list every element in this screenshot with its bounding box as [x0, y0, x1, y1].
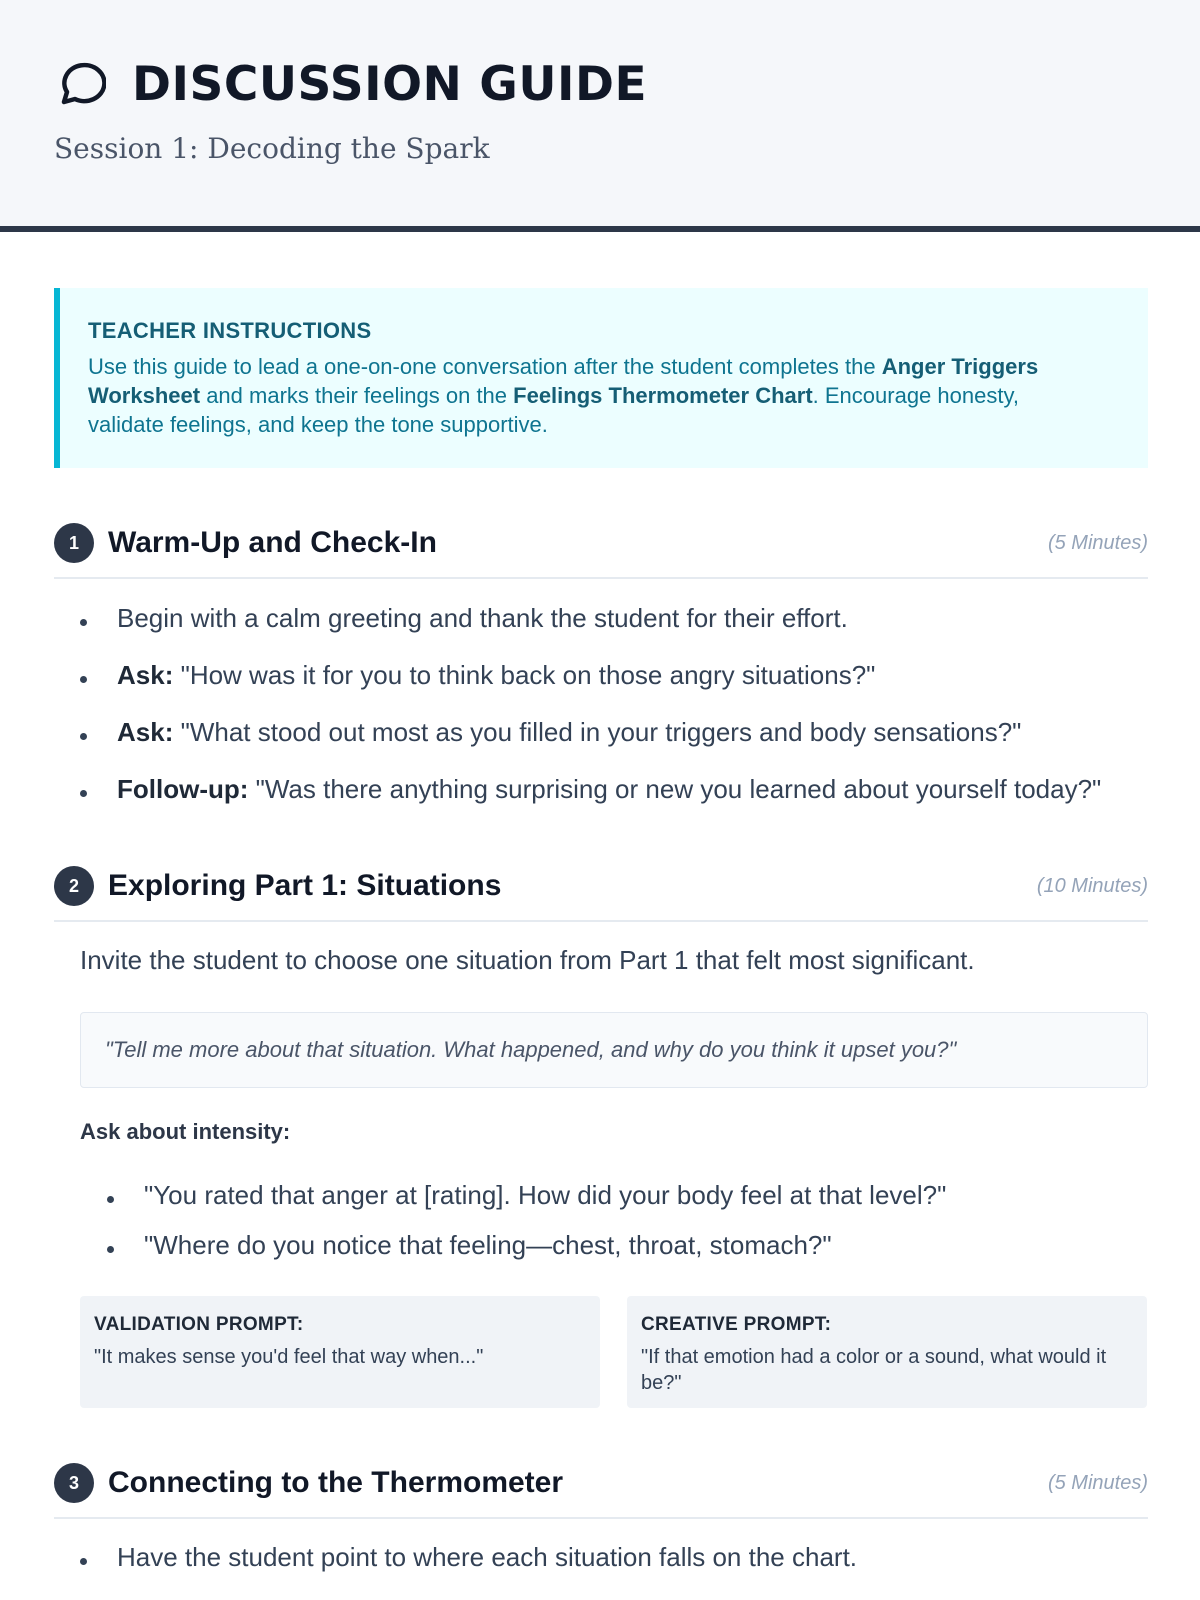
- sample-question-quote: "Tell me more about that situation. What happened, and why do you think it upset you?": [80, 1012, 1148, 1088]
- section-3-list: [80, 1542, 857, 1599]
- instructions-text-part: and marks their feelings on the: [200, 383, 514, 408]
- list-item: [80, 717, 1101, 774]
- chat-bubble-icon: [54, 58, 106, 110]
- list-item: [80, 660, 1101, 717]
- section-1-list: [80, 603, 1101, 831]
- section-number-badge: 2: [54, 866, 94, 906]
- page-subtitle: Session 1: Decoding the Spark: [54, 132, 490, 165]
- instructions-text: [88, 352, 1088, 439]
- title-row: [54, 52, 647, 116]
- intensity-list: [107, 1180, 946, 1280]
- section-2-intro: Invite the student to choose one situation from Part 1 that felt most significant.: [80, 945, 975, 975]
- list-item-text: "How was it for you to think back on those angry situations?": [173, 660, 876, 690]
- list-item-label: Follow-up:: [117, 774, 249, 804]
- section-3-header: [54, 1463, 1148, 1519]
- section-title: Exploring Part 1: Situations: [108, 869, 502, 902]
- prompt-text: "It makes sense you'd feel that way when...": [94, 1346, 484, 1368]
- list-item: [80, 774, 1101, 831]
- section-title: Warm-Up and Check-In: [108, 526, 437, 559]
- list-item: "You rated that anger at [rating]. How did your body feel at that level?": [107, 1180, 946, 1230]
- prompt-label: VALIDATION PROMPT:: [94, 1314, 304, 1335]
- creative-prompt-card: [627, 1296, 1147, 1408]
- section-duration: (10 Minutes): [1036, 874, 1148, 897]
- page-header: [0, 0, 1200, 232]
- section-1-header: [54, 523, 1148, 579]
- prompt-label: CREATIVE PROMPT:: [641, 1314, 832, 1335]
- validation-prompt-card: [80, 1296, 600, 1408]
- list-item-label: Ask:: [117, 717, 174, 747]
- instructions-title: TEACHER INSTRUCTIONS: [88, 318, 372, 343]
- instructions-text-part: . Encourage honesty, validate feelings, and keep the tone supportive.: [88, 383, 1019, 437]
- section-duration: (5 Minutes): [1047, 531, 1148, 554]
- intensity-subhead: Ask about intensity:: [80, 1119, 291, 1144]
- list-item-text: Begin with a calm greeting and thank the student for their effort.: [117, 603, 848, 633]
- prompt-text: "If that emotion had a color or a sound, what would it be?": [641, 1346, 1107, 1394]
- section-2-header: [54, 866, 1148, 922]
- list-item: "Where do you notice that feeling—chest, throat, stomach?": [107, 1230, 946, 1280]
- list-item-text: "What stood out most as you filled in your triggers and body sensations?": [173, 717, 1022, 747]
- list-item: Have the student point to where each situation falls on the chart.: [80, 1542, 857, 1599]
- page-title: DISCUSSION GUIDE: [132, 56, 648, 112]
- section-duration: (5 Minutes): [1047, 1471, 1148, 1494]
- instructions-text-part: Use this guide to lead a one-on-one conversation after the student completes the: [88, 354, 882, 379]
- section-number-badge: 1: [54, 523, 94, 563]
- list-item-text: "Was there anything surprising or new you learned about yourself today?": [248, 774, 1102, 804]
- list-item: [80, 603, 1101, 660]
- worksheet-name: Anger Triggers Worksheet: [88, 354, 1039, 408]
- list-item-label: Ask:: [117, 660, 174, 690]
- chart-name: Feelings Thermometer Chart: [513, 383, 813, 408]
- teacher-instructions-box: [54, 288, 1148, 468]
- section-number-badge: 3: [54, 1463, 94, 1503]
- section-title: Connecting to the Thermometer: [108, 1466, 564, 1499]
